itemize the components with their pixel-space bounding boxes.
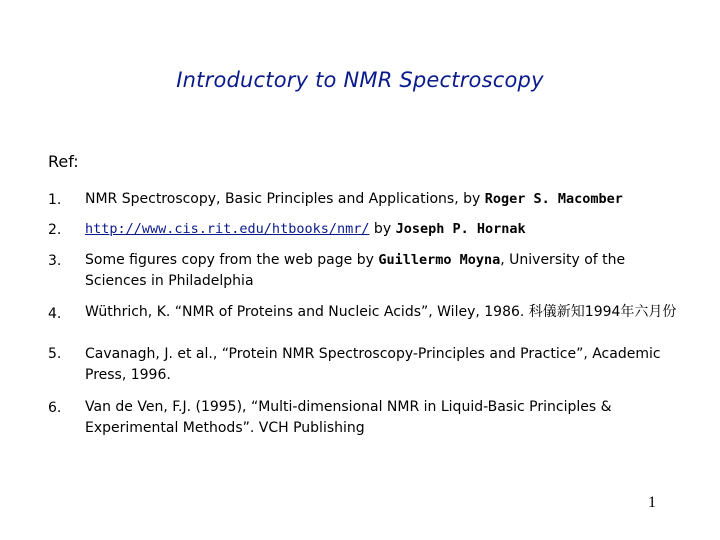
ref-item	[85, 250, 685, 292]
ref-label: Ref:	[48, 152, 79, 171]
ref-author: Joseph P. Hornak	[395, 221, 526, 237]
page-title: Introductory to NMR Spectroscopy	[176, 68, 544, 92]
ref-number: 3.	[48, 253, 62, 269]
ref-author: Roger S. Macomber	[484, 191, 623, 207]
ref-number: 4.	[48, 306, 62, 322]
ref-text: , University of the Sciences in Philadelphia	[85, 252, 626, 289]
ref-number: 5.	[48, 346, 62, 362]
ref-text: by	[369, 221, 396, 237]
ref-text: Some figures copy from the web page by	[85, 252, 379, 268]
ref-number: 6.	[48, 400, 62, 416]
ref-number: 1.	[48, 192, 62, 208]
ref-author: Guillermo Moyna	[378, 252, 501, 268]
ref-item	[85, 219, 685, 240]
ref-item	[85, 189, 685, 210]
ref-text: NMR Spectroscopy, Basic Principles and Applications, by	[85, 191, 485, 207]
ref-item: Wüthrich, K. “NMR of Proteins and Nucleic Acids”, Wiley, 1986. 科儀新知1994年六月份	[85, 304, 677, 320]
page-number: 1	[648, 494, 656, 511]
ref-link[interactable]: http://www.cis.rit.edu/htbooks/nmr/	[85, 221, 370, 237]
ref-item: Cavanagh, J. et al., “Protein NMR Spectroscopy-Principles and Practice”, Academic Press, 1996.	[85, 346, 661, 383]
ref-number: 2.	[48, 222, 62, 238]
ref-item: Van de Ven, F.J. (1995), “Multi-dimensional NMR in Liquid-Basic Principles & Experimental Methods”. VCH Publishing	[85, 399, 612, 436]
